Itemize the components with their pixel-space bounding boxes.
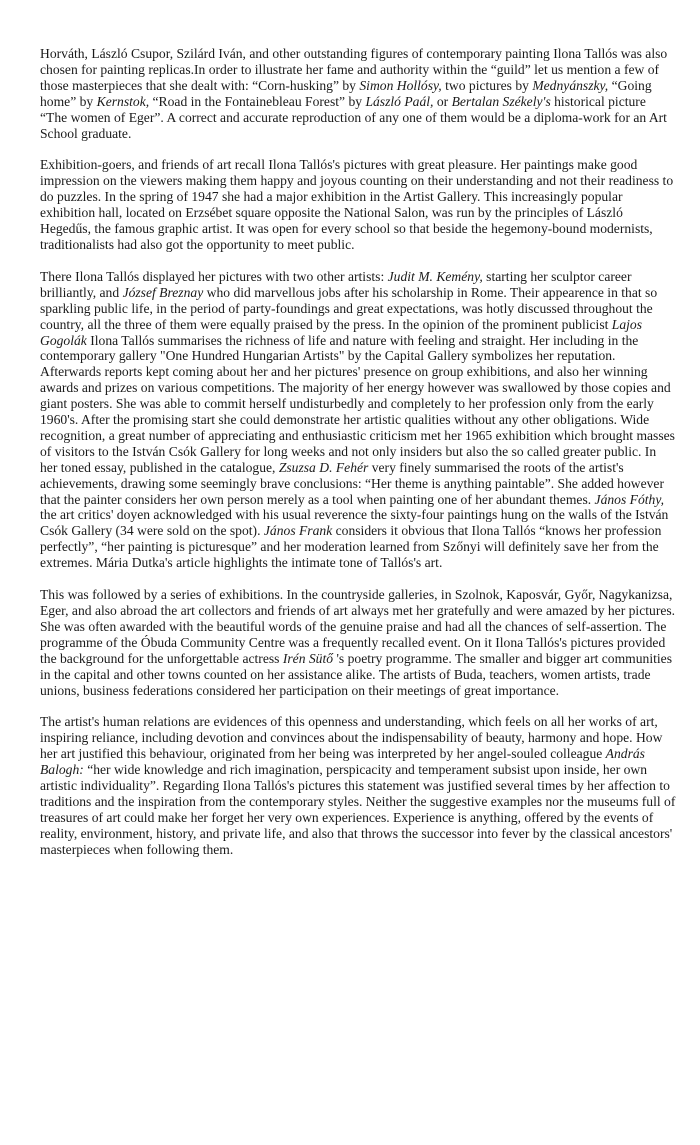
paragraph-6 (40, 714, 676, 857)
document-page (40, 46, 676, 874)
text-run: considers it obvious that Ilona Tallós “knows her profession perfectly”, “her painting is picturesque” and her moderation learned from Szőnyi will definitely save her from the extremes. Mária Dutka's article highlights the intimate tone of Tallós's art. (40, 523, 662, 571)
paragraph-4 (40, 364, 676, 571)
italic-name: László Paál, (365, 93, 434, 109)
italic-name: András Balogh: (40, 746, 645, 778)
paragraph-3 (40, 269, 676, 364)
italic-name: Lajos Gogolák (40, 316, 643, 348)
italic-name: József Breznay (122, 284, 204, 300)
italic-name: Bertalan Székely's (451, 93, 551, 109)
text-run: “her wide knowledge and rich imagination, perspicacity and temperament subsist upon inside, her own artistic individuality”. Regarding Ilona Tallós's pictures this statement was justified several times by her affection to traditions and the inspiration from the contemporary styles. Neither the suggestive examples nor the museums full of treasures of art could make her forget her very own experiences. Experience is anything, offered by the events of reality, environment, history, and private life, and also that throws the successor into fever by the classical ancestors' masterpieces when following them. (40, 762, 676, 857)
text-run: 's poetry programme. The smaller and bigger art communities in the capital and other towns counted on her assistance alike. The artists of Buda, teachers, women artists, trade unions, business federations considered her participation on their meetings of great importance. (40, 650, 672, 698)
italic-name: Irén Sütő (282, 650, 334, 666)
text-run: two pictures by (441, 77, 533, 93)
text-run: Ilona Tallós summarises the richness of life and nature with feeling and straight. Her including in the contemporary gallery "One Hundred Hungarian Artists" by the Capital Gallery symbolizes her reputation. (40, 332, 639, 364)
text-run: the art critics' doyen acknowledged with his usual reverence the sixty-four paintings hung on the walls of the István Csók Gallery (34 were sold on the spot). (40, 507, 669, 539)
text-run: historical picture “The women of Eger”. A correct and accurate reproduction of any one of them would be a diploma-work for an Art School graduate. (40, 93, 667, 141)
text-run: “Going home” by (40, 77, 652, 109)
text-run: or (433, 93, 452, 109)
text-run: “Road in the Fontainebleau Forest” by (149, 93, 366, 109)
paragraph-2 (40, 157, 676, 252)
text-run: Horváth, László Csupor, Szilárd Iván, and other outstanding figures of contemporary painting Ilona Tallós was also chosen for painting replicas.In order to illustrate her fame and authority within the “guild” let us mention a few of those masterpieces that she dealt with: “Corn-husking” by (40, 46, 668, 93)
text-run: Exhibition-goers, and friends of art recall Ilona Tallós's pictures with great pleasure. Her paintings make good impression on the viewers making them happy and joyous counting on their understanding and not their readiness to do puzzles. In the spring of 1947 she had a major exhibition in the Artist Gallery. This increasingly popular exhibition hall, located on Erzsébet square opposite the National Salon, was run by the principles of László Hegedűs, the famous graphic artist. It was open for every school so that beside the hegemony-bound modernists, traditionalists had also got the opportunity to meet public. (40, 157, 674, 252)
italic-name: János Fóthy, (594, 491, 665, 507)
italic-name: Kernstok, (96, 93, 150, 109)
text-run: Afterwards reports kept coming about her and her pictures' presence on group exhibitions, and also her winning awards and prizes on various competitions. The majority of her energy however was swallowed by those copies and giant posters. She was able to commit herself undisturbedly and completely to her profession only from the early 1960's. After the promising start she could demonstrate her artistic qualities without any other obligations. Wide recognition, a great number of appreciating and enthusiastic criticism met her 1965 exhibition which brought masses of visitors to the István Csók Gallery for long weeks and not only insiders but also the so called greater public. In her toned essay, published in the catalogue, (40, 364, 675, 475)
text-run: starting her sculptor career brilliantly, and (40, 268, 632, 300)
italic-name: Zsuzsa D. Fehér (278, 459, 369, 475)
text-run: who did marvellous jobs after his scholarship in Rome. Their appearence in that so sparkling public life, in the period of party-foundings and great expectations, was hotly discussed throughout the country, all the three of them were equally praised by the press. In the opinion of the prominent publicist (40, 284, 658, 332)
italic-name: Mednyánszky, (532, 77, 609, 93)
text-run: The artist's human relations are evidences of this openness and understanding, which feels on all her works of art, inspiring reliance, including devotion and convinces about the indispensability of beauty, harmony and hope. How her art justified this behaviour, originated from her being was interpreted by her angel-souled colleague (40, 714, 663, 762)
text-run: There Ilona Tallós displayed her pictures with two other artists: (40, 268, 388, 284)
italic-name: János Frank (263, 523, 333, 539)
text-run: very finely summarised the roots of the artist's achievements, drawing some seemingly brave conclusions: “Her theme is anything paintable”. She added however that the painter considers her own person merely as a tool when painting one of her abundant themes. (40, 459, 664, 507)
paragraph-5 (40, 587, 676, 698)
italic-name: Judit M. Kemény, (387, 268, 483, 284)
text-run: This was followed by a series of exhibitions. In the countryside galleries, in Szolnok, Kaposvár, Győr, Nagykanizsa, Eger, and also abroad the art collectors and friends of art always met her gratefully and were amazed by her pictures. She was often awarded with the beautiful words of the genuine praise and had all the chances of self-assertion. The programme of the Óbuda Community Centre was a frequently recalled event. On it Ilona Tallós's pictures provided the background for the unforgettable actress (40, 587, 676, 666)
paragraph-1 (40, 46, 676, 141)
italic-name: Simon Hollósy, (359, 77, 442, 93)
